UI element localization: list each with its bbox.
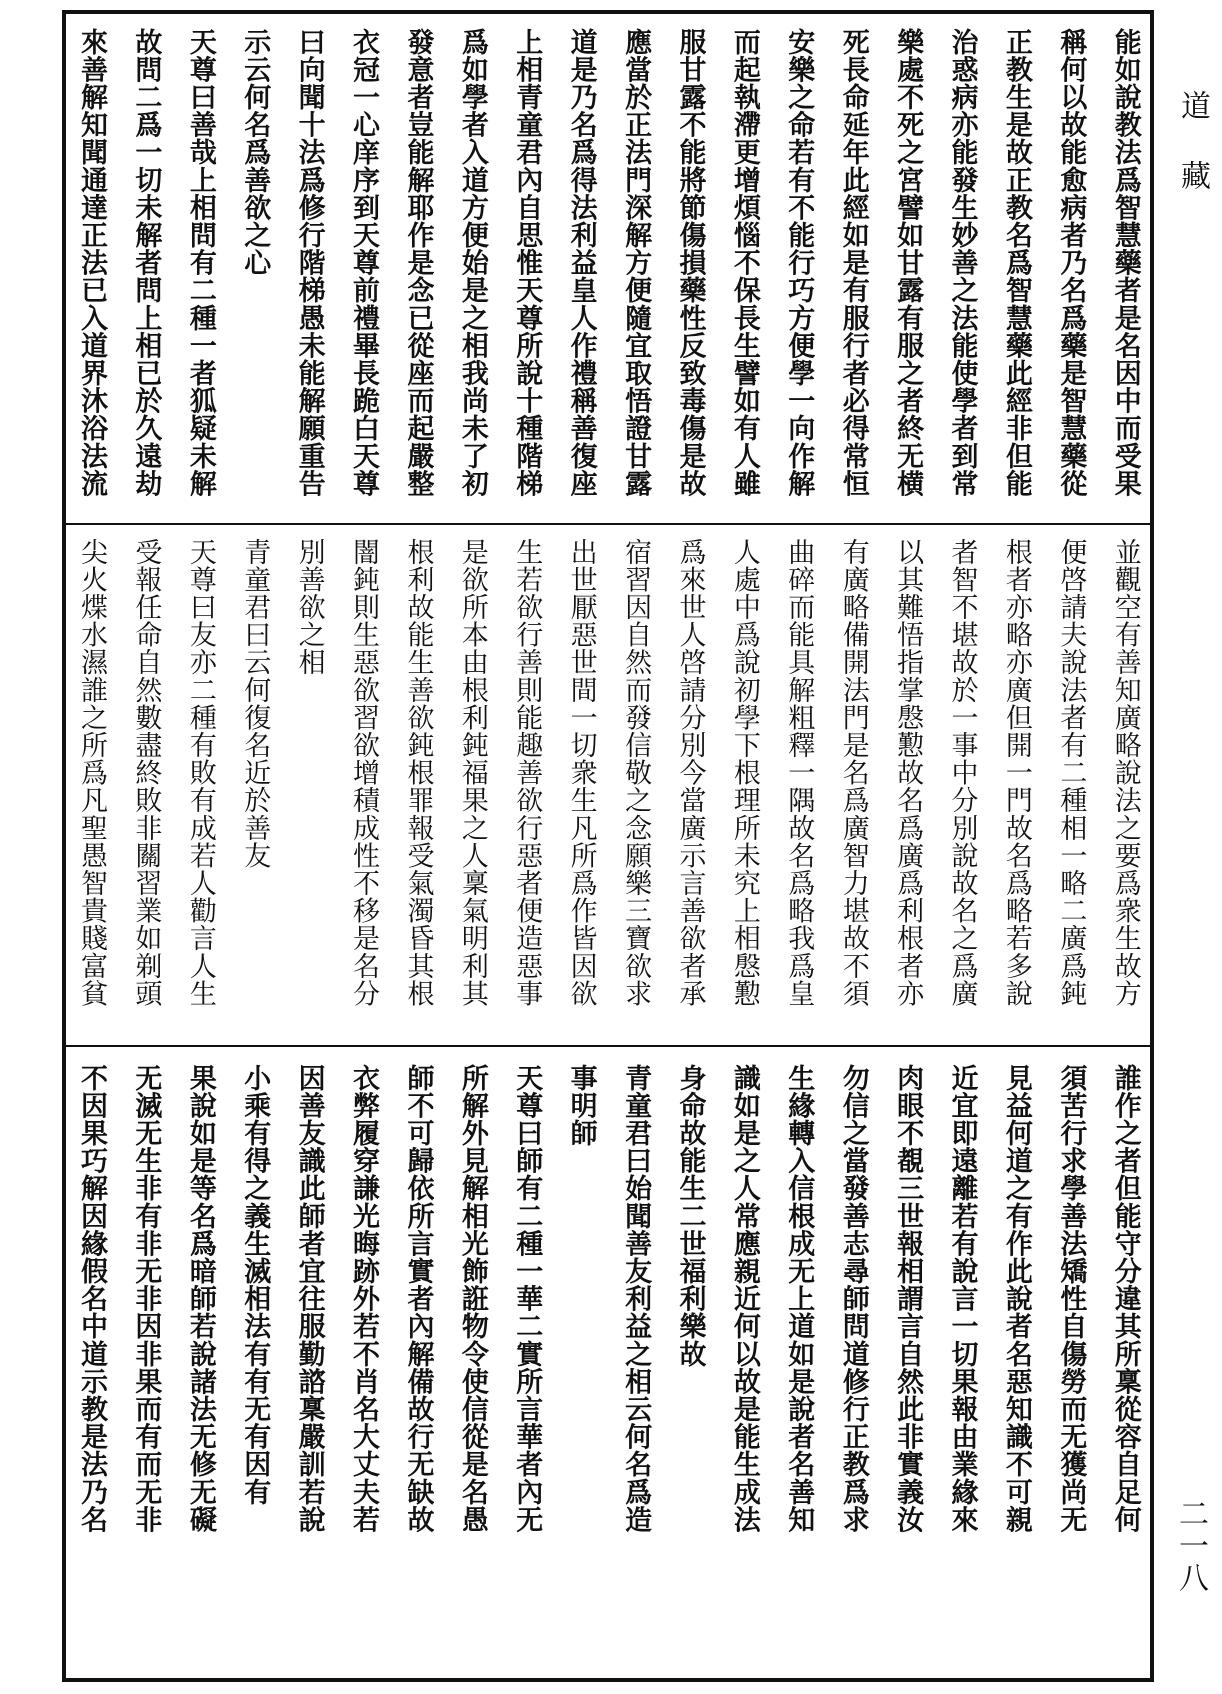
text-column: 所解外見解相光飾誑物令使信從是名愚 bbox=[456, 1064, 488, 1534]
text-column: 根者亦略亦廣但開一門故名爲略若多說 bbox=[1000, 538, 1032, 1008]
text-column: 因善友識此師者宜往服勤諮稟嚴訓若說 bbox=[293, 1064, 325, 1534]
text-column: 根利故能生善欲鈍根罪報受氣濁昏其根 bbox=[402, 538, 434, 1008]
text-column: 上相青童君內自思惟天尊所說十種階梯 bbox=[511, 28, 543, 498]
text-column: 青童君曰始聞善友利益之相云何名爲造 bbox=[620, 1064, 652, 1534]
text-column: 身命故能生二世福利樂故 bbox=[674, 1064, 706, 1368]
text-column: 以其難悟指掌慇懃故名爲廣爲利根者亦 bbox=[892, 538, 924, 1008]
text-column: 天尊曰師有二種一華二實所言華者內无 bbox=[511, 1064, 543, 1534]
text-column: 能如說教法爲智慧藥者是名因中而受果 bbox=[1109, 28, 1141, 498]
text-column: 服甘露不能將節傷損藥性反致毒傷是故 bbox=[674, 28, 706, 498]
text-column: 爲如學者入道方便始是之相我尚未了初 bbox=[456, 28, 488, 498]
text-column: 曰向聞十法爲修行階梯愚未能解願重告 bbox=[293, 28, 325, 498]
text-column: 生若欲行善則能趣善欲行惡者便造惡事 bbox=[511, 538, 543, 1008]
text-column: 衣弊履穿謙光晦跡外若不肖名大丈夫若 bbox=[348, 1064, 380, 1534]
text-column: 勿信之當發善志尋師問道修行正教爲求 bbox=[837, 1064, 869, 1534]
text-column: 受報任命自然數盡終敗非關習業如剃頭 bbox=[130, 538, 162, 1008]
text-column: 出世厭惡世間一切衆生凡所爲作皆因欲 bbox=[565, 538, 597, 1008]
text-column: 曲碎而能具解粗釋一隅故名爲略我爲皇 bbox=[783, 538, 815, 1008]
text-column: 衣冠一心庠序到天尊前禮畢長跪白天尊 bbox=[348, 28, 380, 498]
text-column: 正教生是故正教名爲智慧藥此經非但能 bbox=[1000, 28, 1032, 498]
text-column: 識如是之人常應親近何以故是能生成法 bbox=[728, 1064, 760, 1534]
text-column: 事明師 bbox=[565, 1064, 597, 1147]
text-column: 治惑病亦能發生妙善之法能使學者到常 bbox=[946, 28, 978, 498]
text-column: 安樂之命若有不能行巧方便學一向作解 bbox=[783, 28, 815, 498]
text-column: 發意者豈能解耶作是念已從座而起嚴整 bbox=[402, 28, 434, 498]
text-column: 尖火煠水濕誰之所爲凡聖愚智貴賤富貧 bbox=[76, 538, 107, 1008]
text-column: 師不可歸依所言實者內解備故行无缺故 bbox=[402, 1064, 434, 1534]
page-frame bbox=[62, 10, 1154, 1682]
text-column: 近宜即遠離若有說言一切果報由業緣來 bbox=[946, 1064, 978, 1534]
text-column: 示云何名爲善欲之心 bbox=[239, 28, 271, 277]
text-column: 闇鈍則生惡欲習欲增積成性不移是名分 bbox=[348, 538, 380, 1008]
text-column: 稱何以故能愈病者乃名爲藥是智慧藥從 bbox=[1055, 28, 1087, 498]
text-column: 天尊曰善哉上相問有二種一者狐疑未解 bbox=[184, 28, 216, 498]
text-column: 須苦行求學善法矯性自傷勞而无獲尚无 bbox=[1055, 1064, 1087, 1534]
text-column: 樂處不死之宮譬如甘露有服之者終无横 bbox=[892, 28, 924, 498]
text-column: 並觀空有善知廣略說法之要爲衆生故方 bbox=[1109, 538, 1141, 1008]
margin-page-number: 二一八 bbox=[1173, 1498, 1208, 1594]
text-column: 宿習因自然而發信敬之念願樂三寶欲求 bbox=[620, 538, 652, 1008]
text-column: 見益何道之有作此說者名惡知識不可親 bbox=[1000, 1064, 1032, 1534]
text-column: 爲來世人啓請分別今當廣示言善欲者承 bbox=[674, 538, 706, 1008]
text-column: 者智不堪故於一事中分別說故名之爲廣 bbox=[946, 538, 978, 1008]
text-column: 來善解知聞通達正法已入道界沐浴法流 bbox=[76, 28, 107, 498]
register-bottom bbox=[74, 1064, 1142, 1604]
text-column: 青童君曰云何復名近於善友 bbox=[239, 538, 271, 870]
text-column: 人處中爲說初學下根理所未究上相慇懃 bbox=[728, 538, 760, 1008]
text-column: 而起執滯更增煩惱不保長生譬如有人雖 bbox=[728, 28, 760, 498]
text-column: 道是乃名爲得法利益皇人作禮稱善復座 bbox=[565, 28, 597, 498]
text-column: 誰作之者但能守分違其所稟從容自足何 bbox=[1109, 1064, 1141, 1534]
text-column: 不因果巧解因緣假名中道示教是法乃名 bbox=[76, 1064, 107, 1534]
margin-header: 道藏 bbox=[1175, 90, 1210, 230]
text-column: 故問二爲一切未解者問上相已於久遠劫 bbox=[130, 28, 162, 498]
text-column: 肉眼不覩三世報相謂言自然此非實義汝 bbox=[892, 1064, 924, 1534]
register-top bbox=[74, 28, 1142, 558]
text-column: 无滅无生非有非无非因非果而有而无非 bbox=[130, 1064, 162, 1534]
text-column: 死長命延年此經如是有服行者必得常恒 bbox=[837, 28, 869, 498]
text-column: 天尊曰友亦二種有敗有成若人勸言人生 bbox=[184, 538, 216, 1008]
text-column: 應當於正法門深解方便隨宜取悟證甘露 bbox=[620, 28, 652, 498]
text-column: 小乘有得之義生滅相法有有无有因有 bbox=[239, 1064, 271, 1506]
text-column: 生緣轉入信根成无上道如是說者名善知 bbox=[783, 1064, 815, 1534]
text-column: 別善欲之相 bbox=[293, 538, 325, 676]
text-column: 果說如是等名爲暗師若說諸法无修无礙 bbox=[184, 1064, 216, 1534]
register-middle bbox=[74, 538, 1142, 1058]
text-column: 便啓請夫說法者有二種相一略二廣爲鈍 bbox=[1055, 538, 1087, 1008]
text-column: 有廣略備開法門是名爲廣智力堪故不須 bbox=[837, 538, 869, 1008]
text-column: 是欲所本由根利鈍福果之人稟氣明利其 bbox=[456, 538, 488, 1008]
